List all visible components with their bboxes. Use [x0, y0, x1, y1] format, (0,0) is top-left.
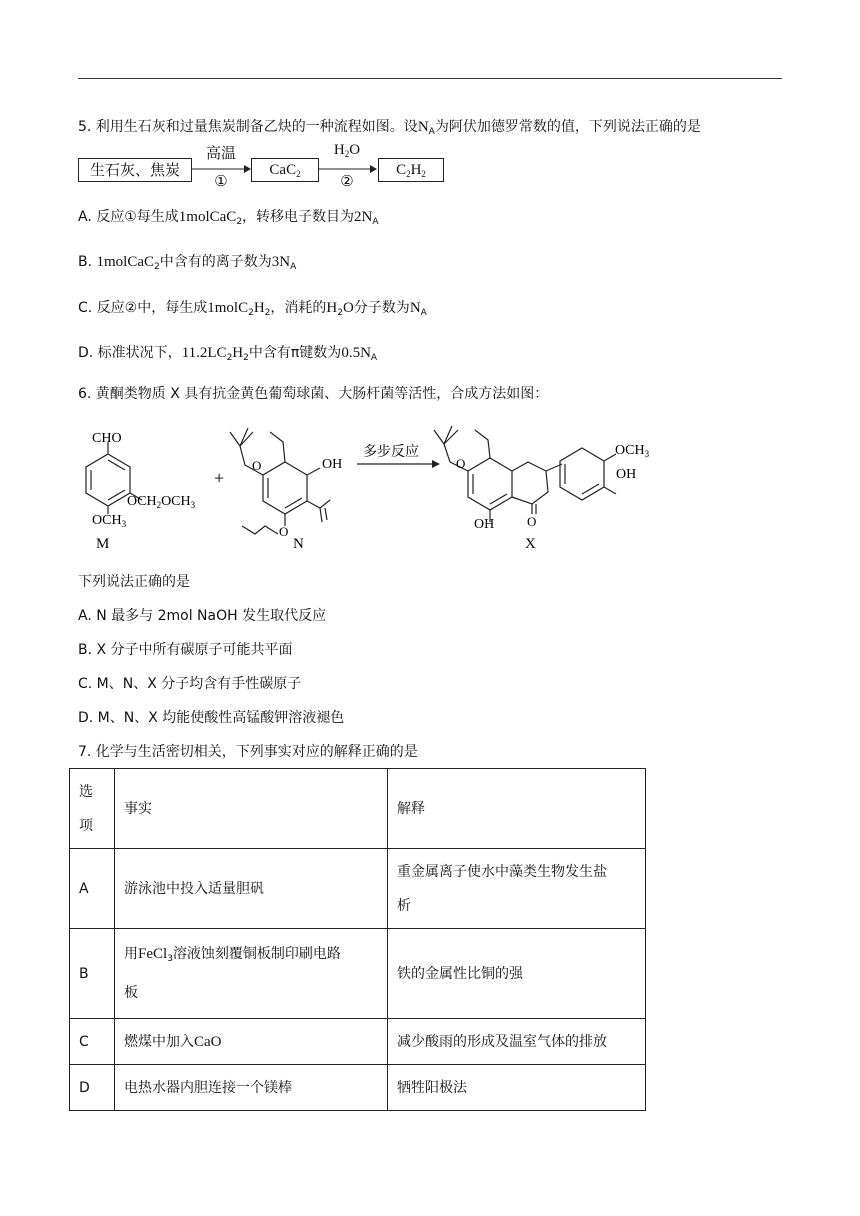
table-row — [70, 929, 646, 1019]
header-rule — [78, 78, 782, 79]
header-explanation: 解释 — [388, 769, 646, 849]
compound-x-label: X — [525, 536, 536, 552]
m-och3-label: $OCH_3$ — [92, 513, 127, 529]
row-option: B — [70, 929, 115, 1019]
reaction-arrow-label: 多步反应 — [363, 444, 419, 460]
q5-option-b[interactable]: B. 1molCaC$_2$中含有的离子数为$3N_A$ — [78, 254, 297, 272]
table-header-row — [70, 769, 646, 849]
q6-option-c[interactable]: C. M、N、X 分子均含有手性碳原子 — [78, 676, 302, 692]
header-fact: 事实 — [115, 769, 388, 849]
flow-arrow1-label: 高温 — [205, 144, 236, 162]
q5-option-c[interactable]: C. 反应②中，每生成$1molC_2H_2$，消耗的$H_2O$分子数为$N_A$ — [78, 300, 427, 318]
row-fact: 游泳池中投入适量胆矾 — [115, 849, 388, 929]
x-oh-label: OH — [616, 467, 637, 482]
flow-box-reactants: 生石灰、焦炭 — [78, 158, 192, 182]
flow-arrow2 — [318, 162, 378, 174]
compound-n-label: N — [293, 536, 304, 552]
q6-reaction-scheme — [70, 418, 690, 558]
row-fact: 电热水器内胆连接一个镁棒 — [115, 1065, 388, 1111]
plus-sign: + — [214, 468, 225, 488]
x-oh2-label: OH — [474, 517, 495, 532]
row-explanation: 重金属离子使水中藻类生物发生盐 析 — [388, 849, 646, 929]
row-option: C — [70, 1019, 115, 1065]
q7-table — [69, 768, 646, 1111]
row-explanation: 减少酸雨的形成及温室气体的排放 — [388, 1019, 646, 1065]
q6-option-a[interactable]: A. N 最多与 2mol NaOH 发生取代反应 — [78, 608, 327, 624]
table-row — [70, 849, 646, 929]
flow-box-c2h2: $C_2H_2$ — [378, 158, 444, 182]
m-cho-label: CHO — [92, 431, 122, 446]
m-och2och3-label: $OCH_2OCH_3$ — [127, 494, 196, 510]
flow-arrow1 — [192, 162, 252, 174]
row-explanation: 铁的金属性比铜的强 — [388, 929, 646, 1019]
q5-option-a[interactable]: A. 反应①每生成1molCaC$_2$，转移电子数目为$2N_A$ — [78, 209, 379, 227]
q6-stem: 6. 黄酮类物质 X 具有抗金黄色葡萄球菌、大肠杆菌等活性，合成方法如图： — [78, 386, 549, 402]
n-oh-label: OH — [322, 457, 343, 472]
compound-m-label: M — [96, 536, 110, 552]
row-option: A — [70, 849, 115, 929]
table-row — [70, 1019, 646, 1065]
q6-option-d[interactable]: D. M、N、X 均能使酸性高锰酸钾溶液褪色 — [78, 710, 345, 726]
q6-prompt: 下列说法正确的是 — [78, 574, 190, 590]
x-och3-label: $OCH_3$ — [615, 443, 650, 459]
x-carbonyl-o-label: O — [527, 514, 537, 529]
flow-box-cac2: CaC$_2$ — [251, 158, 319, 182]
q5-stem: 5. 利用生石灰和过量焦炭制备乙炔的一种流程如图。设$N_A$为阿伏加德罗常数的值，下列说法正确的是 — [78, 119, 701, 137]
n-ring-o-label: O — [252, 458, 262, 473]
table-row — [70, 1065, 646, 1111]
header-option: 选 项 — [70, 769, 115, 849]
row-option: D — [70, 1065, 115, 1111]
row-explanation: 牺牲阳极法 — [388, 1065, 646, 1111]
x-ring-o-label: O — [456, 456, 466, 471]
n-ether-o-label: O — [279, 524, 289, 539]
row-fact: 燃煤中加入CaO — [115, 1019, 388, 1065]
flow-arrow2-step: ② — [340, 174, 354, 190]
flow-arrow1-step: ① — [214, 174, 228, 190]
row-fact: 用FeCl$_3$溶液蚀刻覆铜板制印刷电路 板 — [115, 929, 388, 1019]
q7-stem: 7. 化学与生活密切相关，下列事实对应的解释正确的是 — [78, 744, 418, 760]
flow-arrow2-label: $H_2O$ — [333, 142, 361, 159]
q5-option-d[interactable]: D. 标准状况下，$11.2LC_2H_2$中含有π键数为$0.5N_A$ — [78, 345, 378, 363]
q6-option-b[interactable]: B. X 分子中所有碳原子可能共平面 — [78, 642, 293, 658]
